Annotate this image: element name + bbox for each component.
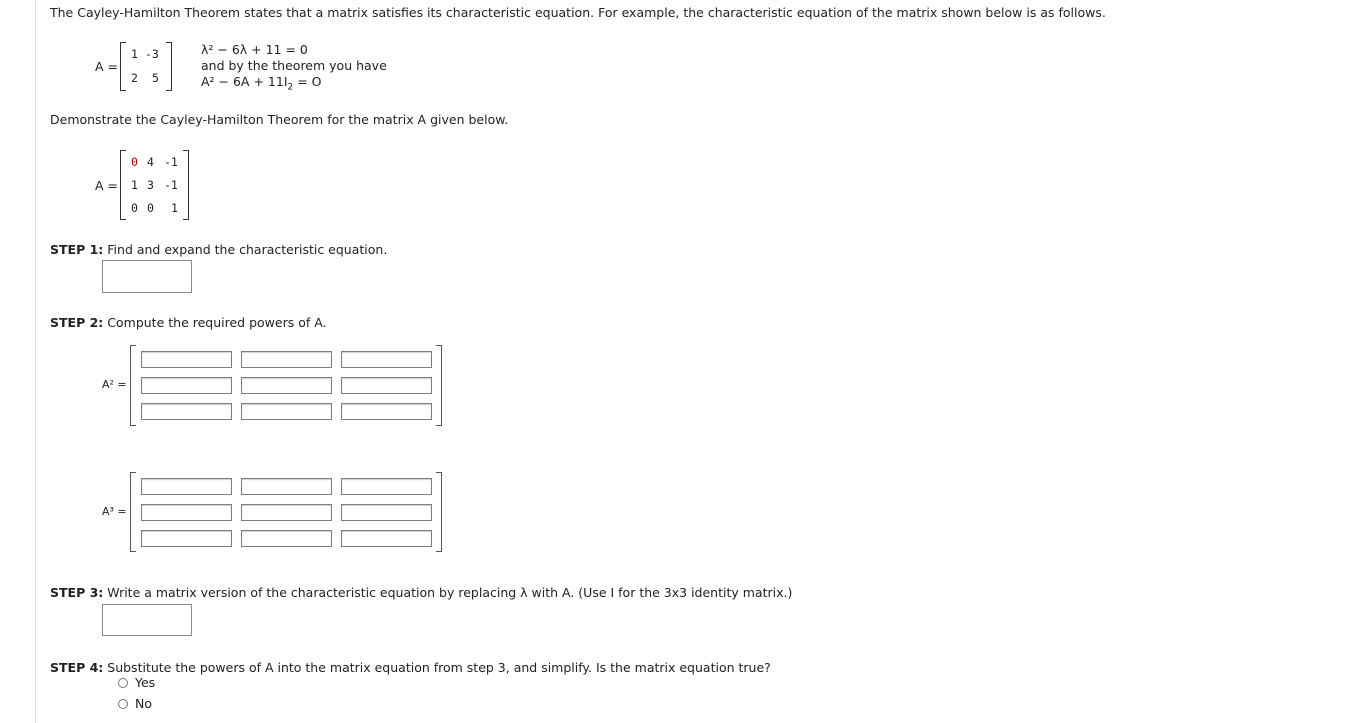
given-cell-0-1: 4	[147, 155, 154, 169]
a-squared-cell-1-1[interactable]	[241, 377, 332, 394]
given-cell-0-2: -1	[164, 155, 178, 169]
yes-option-label[interactable]: Yes	[135, 675, 156, 690]
a-squared-cell-2-0[interactable]	[141, 403, 232, 420]
a-cubed-label: A³ =	[102, 505, 127, 518]
a-squared-cell-2-1[interactable]	[241, 403, 332, 420]
example-characteristic-equation: λ² − 6λ + 11 = 0	[201, 42, 308, 57]
a-cubed-cell-2-0[interactable]	[141, 530, 232, 547]
example-theorem-text: and by the theorem you have	[201, 58, 387, 73]
yes-radio-button[interactable]	[118, 678, 128, 688]
given-matrix-label: A =	[95, 178, 118, 193]
step3-prompt	[50, 585, 792, 600]
a-cubed-cell-0-1[interactable]	[241, 478, 332, 495]
a-squared-label: A² =	[102, 378, 127, 391]
given-cell-1-0: 1	[131, 178, 138, 192]
step1-answer-input[interactable]	[102, 260, 192, 293]
given-cell-2-2: 1	[171, 201, 178, 215]
a-squared-cell-2-2[interactable]	[341, 403, 432, 420]
example-cell-0-0: 1	[131, 47, 138, 61]
example-matrix-equation	[201, 74, 322, 93]
step3-label: STEP 3:	[50, 585, 104, 600]
no-radio-button[interactable]	[118, 699, 128, 709]
step4-label: STEP 4:	[50, 660, 104, 675]
intro-text: The Cayley-Hamilton Theorem states that a matrix satisfies its characteristic equation. For example, the characteristic equation of the matrix shown below is as follows.	[50, 5, 1106, 20]
given-cell-2-0: 0	[131, 201, 138, 215]
a-cubed-cell-2-2[interactable]	[341, 530, 432, 547]
step1-text: Find and expand the characteristic equation.	[107, 242, 388, 257]
step1-label: STEP 1:	[50, 242, 104, 257]
a-cubed-cell-1-2[interactable]	[341, 504, 432, 521]
a-squared-right-bracket	[436, 345, 442, 426]
a-cubed-cell-1-0[interactable]	[141, 504, 232, 521]
example-matrix-equation-end: = O	[293, 74, 322, 89]
step2-prompt	[50, 315, 327, 330]
step2-label: STEP 2:	[50, 315, 104, 330]
a-squared-cell-1-0[interactable]	[141, 377, 232, 394]
a-cubed-cell-1-1[interactable]	[241, 504, 332, 521]
example-matrix-label: A =	[95, 59, 118, 74]
step4-text: Substitute the powers of A into the matrix equation from step 3, and simplify. Is the matrix equation true?	[107, 660, 771, 675]
a-squared-cell-0-1[interactable]	[241, 351, 332, 368]
a-cubed-cell-0-2[interactable]	[341, 478, 432, 495]
example-matrix-equation-main: A² − 6A + 11I	[201, 74, 288, 89]
given-right-bracket	[183, 150, 189, 220]
given-cell-0-0: 0	[131, 155, 138, 169]
a-cubed-cell-2-1[interactable]	[241, 530, 332, 547]
a-squared-cell-0-0[interactable]	[141, 351, 232, 368]
step2-text: Compute the required powers of A.	[107, 315, 327, 330]
given-left-bracket	[120, 150, 126, 220]
given-cell-1-1: 3	[147, 178, 154, 192]
a-cubed-cell-0-0[interactable]	[141, 478, 232, 495]
a-squared-cell-0-2[interactable]	[341, 351, 432, 368]
given-cell-1-2: -1	[164, 178, 178, 192]
example-right-bracket	[166, 42, 172, 91]
left-border-line	[35, 0, 36, 723]
example-cell-0-1: -3	[145, 47, 159, 61]
step3-answer-input[interactable]	[102, 604, 192, 636]
example-matrix-equation-subscript: 2	[287, 82, 294, 93]
a-squared-left-bracket	[130, 345, 136, 426]
step1-prompt	[50, 242, 387, 257]
a-squared-cell-1-2[interactable]	[341, 377, 432, 394]
no-option-label[interactable]: No	[135, 696, 152, 711]
demonstrate-text: Demonstrate the Cayley-Hamilton Theorem for the matrix A given below.	[50, 112, 509, 127]
example-cell-1-1: 5	[152, 71, 159, 85]
example-left-bracket	[120, 42, 126, 91]
step3-text: Write a matrix version of the characteristic equation by replacing λ with A. (Use I for the 3x3 identity matrix.)	[107, 585, 793, 600]
step4-prompt	[50, 660, 771, 675]
example-cell-1-0: 2	[131, 71, 138, 85]
a-cubed-left-bracket	[130, 472, 136, 552]
given-cell-2-1: 0	[147, 201, 154, 215]
a-cubed-right-bracket	[436, 472, 442, 552]
